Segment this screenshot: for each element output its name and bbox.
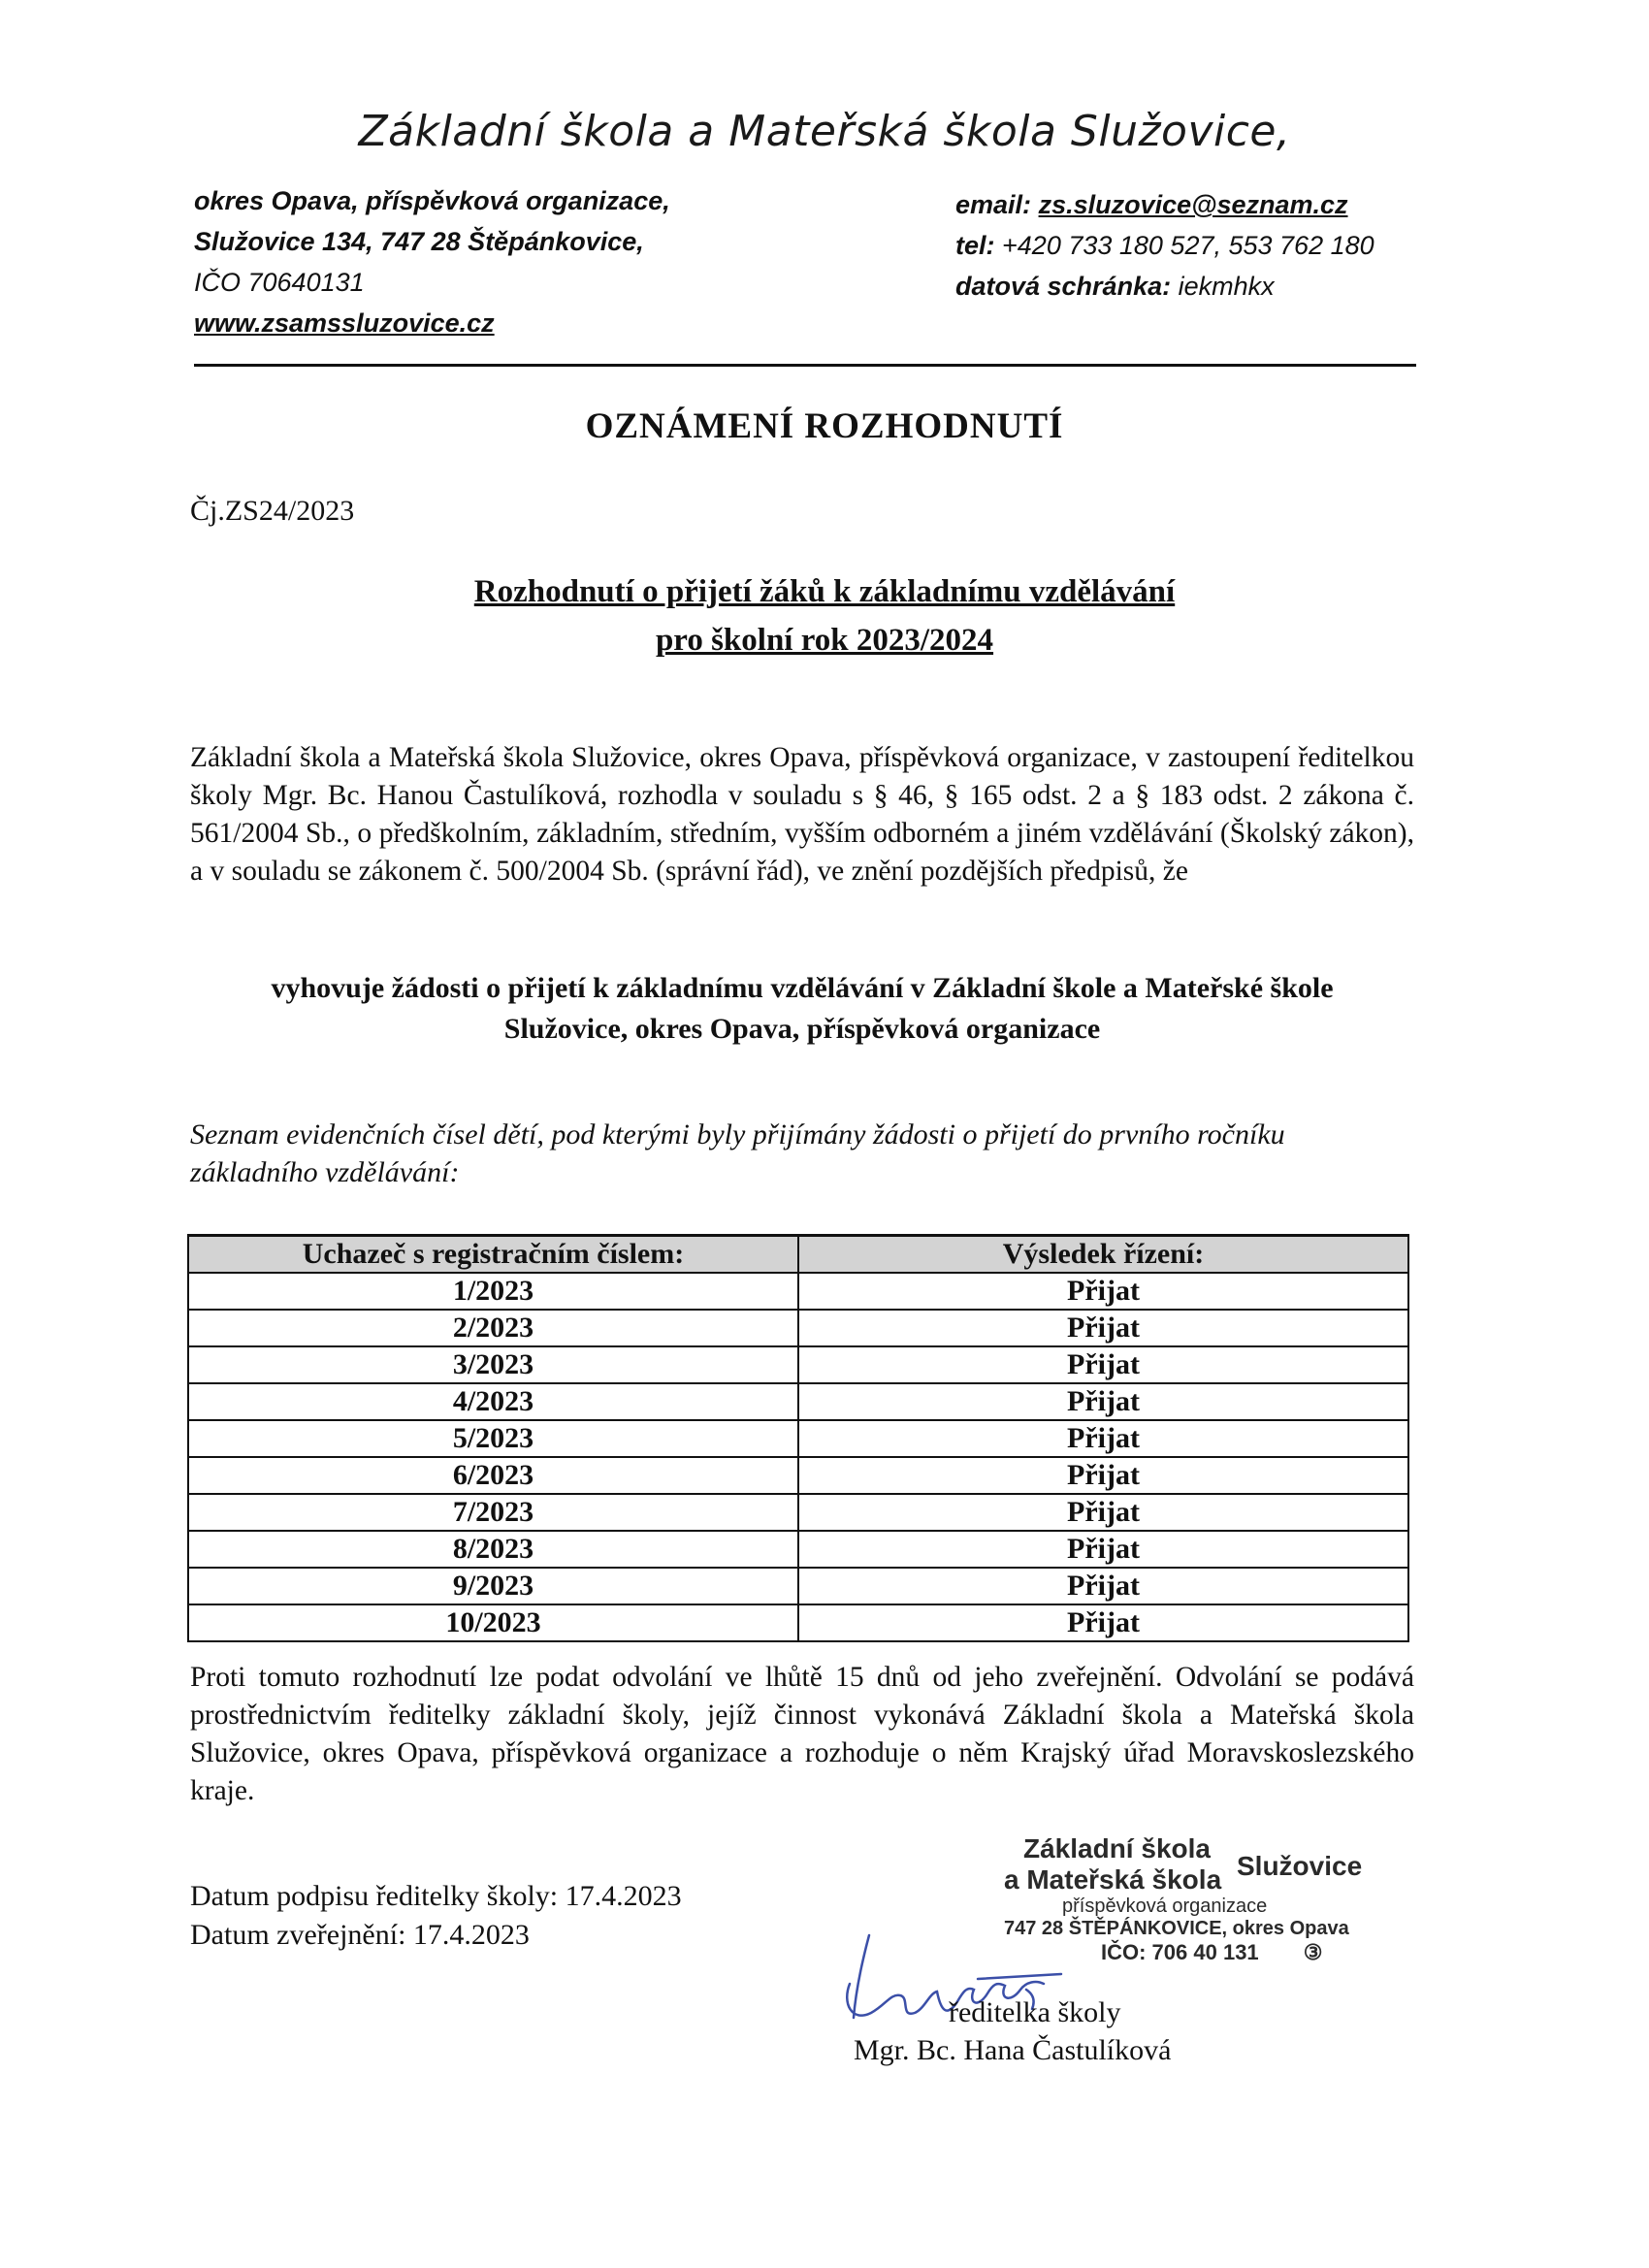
- appeal-paragraph: Proti tomuto rozhodnutí lze podat odvolání ve lhůtě 15 dnů od jeho zveřejnění. Odvolání se podává prostřednictvím ředitelky základní školy, jejíž činnost vykonává Základní škola a Mateřská škola Služovice, okres Opava, příspěvková organizace a rozhoduje o něm Krajský úřad Moravskoslezského kraje.: [190, 1662, 1414, 1806]
- result-cell: Přijat: [798, 1383, 1408, 1420]
- registration-number-cell: 6/2023: [188, 1457, 798, 1494]
- tel-label: tel:: [955, 231, 995, 260]
- date-signed: Datum podpisu ředitelky školy: 17.4.2023: [190, 1880, 682, 1912]
- table-row: [188, 1457, 1408, 1494]
- stamp-line-1: Základní škola: [1023, 1833, 1211, 1863]
- signer-role: ředitelka školy: [949, 1996, 1121, 2028]
- table-row: [188, 1346, 1408, 1383]
- results-table: [187, 1234, 1409, 1642]
- results-body: [188, 1273, 1408, 1641]
- date-published: Datum zveřejnění: 17.4.2023: [190, 1919, 530, 1951]
- decision-line-1: vyhovuje žádosti o přijetí k základnímu vzdělávání v Základní škole a Mateřské škole: [271, 972, 1334, 1004]
- signer-name: Mgr. Bc. Hana Častulíková: [854, 2034, 1172, 2066]
- column-header-applicant: Uchazeč s registračním číslem:: [188, 1236, 798, 1274]
- table-intro: Seznam evidenčních čísel dětí, pod kterými byly přijímány žádosti o přijetí do prvního ročníku základního vzdělávání:: [190, 1118, 1285, 1188]
- databox-label: datová schránka:: [955, 272, 1172, 301]
- table-row: [188, 1420, 1408, 1457]
- table-row: [188, 1383, 1408, 1420]
- header-district: okres Opava, příspěvková organizace,: [194, 186, 670, 215]
- decision-paragraph: Základní škola a Mateřská škola Služovice, okres Opava, příspěvková organizace, v zastoupení ředitelkou školy Mgr. Bc. Hanou Častulíková, rozhodla v souladu s § 46, § 165 odst. 2 a § 183 odst. 2 zákona č. 561/2004 Sb., o předškolním, základním, středním, vyšším odborném a jiném vzdělávání (Školský zákon), a v souladu se zákonem č. 500/2004 Sb. (správní řád), ve znění pozdějších předpisů, že: [190, 742, 1414, 887]
- table-row: [188, 1310, 1408, 1346]
- table-row: [188, 1604, 1408, 1641]
- school-name: Základní škola a Mateřská škola Služovice,: [358, 107, 1291, 156]
- tel-value: +420 733 180 527, 553 762 180: [1002, 231, 1374, 260]
- result-cell: Přijat: [798, 1531, 1408, 1568]
- header-website-link[interactable]: www.zsamssluzovice.cz: [194, 308, 495, 338]
- result-cell: Přijat: [798, 1457, 1408, 1494]
- table-row: [188, 1568, 1408, 1604]
- result-cell: Přijat: [798, 1604, 1408, 1641]
- databox-value: iekmhkx: [1178, 272, 1275, 301]
- email-link[interactable]: zs.sluzovice@seznam.cz: [1038, 190, 1348, 219]
- table-header-row: [188, 1236, 1408, 1274]
- stamp-line-2: a Mateřská škola: [1004, 1864, 1222, 1895]
- header-divider: [194, 364, 1416, 367]
- stamp-mark-icon: ③: [1303, 1940, 1323, 1964]
- registration-number-cell: 2/2023: [188, 1310, 798, 1346]
- header-contact-right: [955, 184, 1374, 307]
- header-contact-left: [194, 180, 670, 343]
- result-cell: Přijat: [798, 1273, 1408, 1310]
- stamp-line-3: příspěvková organizace: [1062, 1895, 1268, 1917]
- header-address: Služovice 134, 747 28 Štěpánkovice,: [194, 227, 644, 256]
- email-label: email:: [955, 190, 1032, 219]
- stamp-line-4: 747 28 ŠTĚPÁNKOVICE, okres Opava: [1004, 1918, 1349, 1939]
- registration-number-cell: 3/2023: [188, 1346, 798, 1383]
- stamp-line-1-side: Služovice: [1237, 1851, 1363, 1881]
- registration-number-cell: 4/2023: [188, 1383, 798, 1420]
- column-header-result: Výsledek řízení:: [798, 1236, 1408, 1274]
- result-cell: Přijat: [798, 1346, 1408, 1383]
- stamp-line-5: IČO: 706 40 131: [1101, 1940, 1259, 1964]
- result-cell: Přijat: [798, 1310, 1408, 1346]
- table-row: [188, 1273, 1408, 1310]
- registration-number-cell: 8/2023: [188, 1531, 798, 1568]
- registration-number-cell: 10/2023: [188, 1604, 798, 1641]
- subtitle-line-2: pro školní rok 2023/2024: [655, 623, 994, 658]
- reference-number: Čj.ZS24/2023: [190, 495, 355, 527]
- registration-number-cell: 9/2023: [188, 1568, 798, 1604]
- table-row: [188, 1494, 1408, 1531]
- subtitle-line-1: Rozhodnutí o přijetí žáků k základnímu vzdělávání: [473, 574, 1176, 609]
- header-ico: IČO 70640131: [194, 268, 365, 297]
- document-title: OZNÁMENÍ ROZHODNUTÍ: [585, 406, 1064, 446]
- registration-number-cell: 5/2023: [188, 1420, 798, 1457]
- result-cell: Přijat: [798, 1568, 1408, 1604]
- result-cell: Přijat: [798, 1420, 1408, 1457]
- decision-statement: [190, 968, 1414, 1050]
- registration-number-cell: 1/2023: [188, 1273, 798, 1310]
- table-row: [188, 1531, 1408, 1568]
- decision-line-2: Služovice, okres Opava, příspěvková organizace: [503, 1013, 1101, 1045]
- registration-number-cell: 7/2023: [188, 1494, 798, 1531]
- result-cell: Přijat: [798, 1494, 1408, 1531]
